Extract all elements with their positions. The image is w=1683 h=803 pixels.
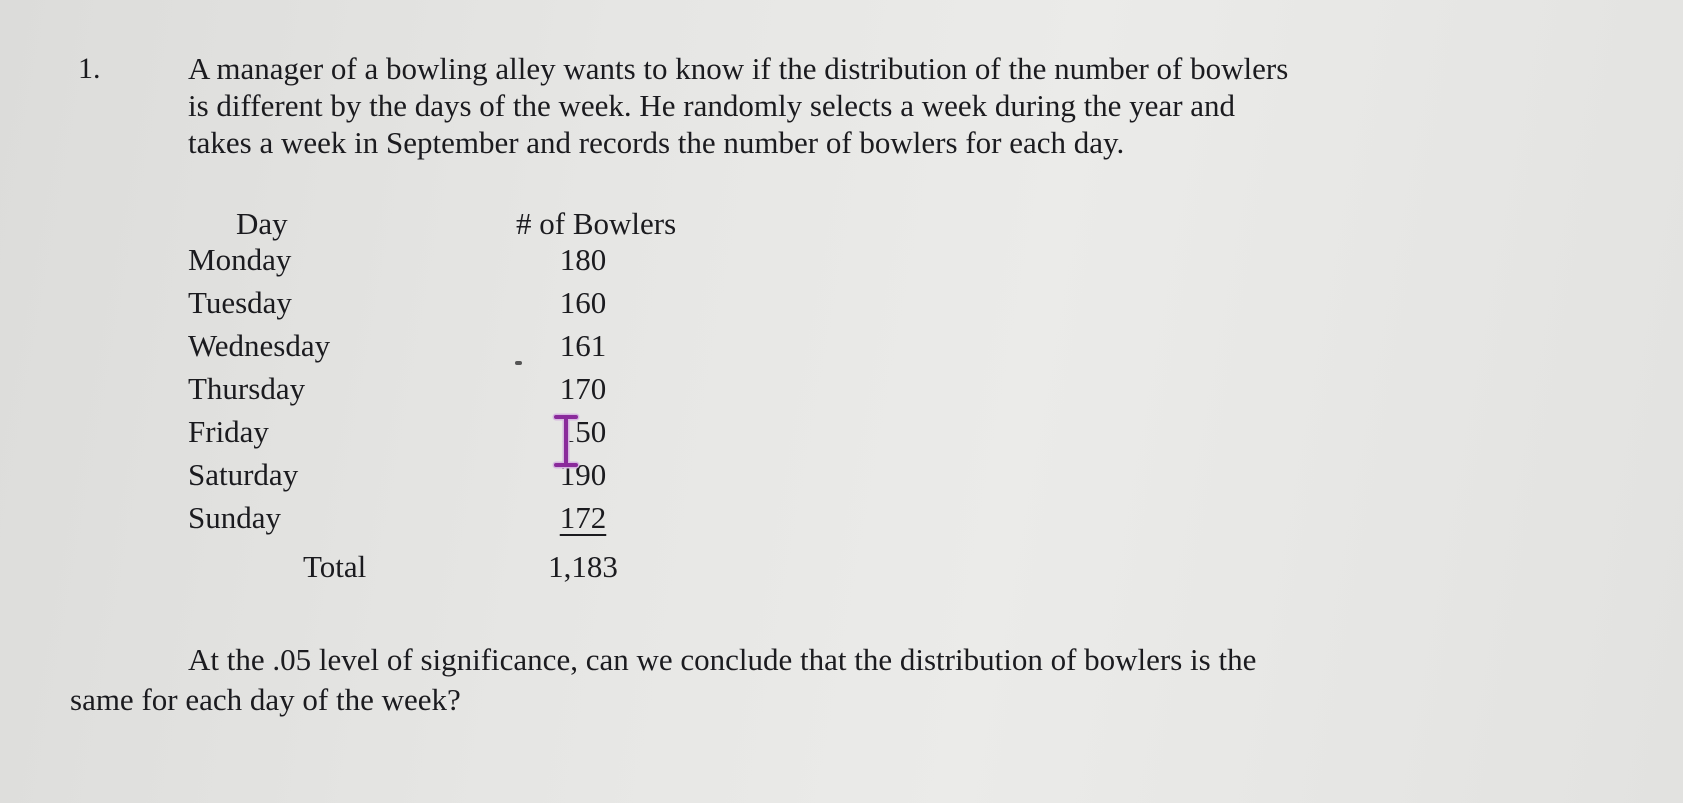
bowlers-cell: 150 [559,414,607,449]
table-row [188,328,748,368]
question-text [70,640,1256,720]
day-cell: Friday [188,414,269,449]
table-row [188,457,748,497]
day-cell: Thursday [188,371,306,406]
table-total-row [188,549,748,589]
bowlers-cell: 170 [559,371,607,406]
bowlers-cell: 172 [559,500,607,535]
table-row [188,414,748,454]
bowlers-cell: 190 [559,457,607,492]
bowlers-column-header: # of Bowlers [516,206,677,241]
day-cell: Tuesday [188,285,292,320]
intro-line: A manager of a bowling alley wants to know if the distribution of the number of bowlers [188,51,1289,86]
day-cell: Wednesday [188,328,331,363]
bowlers-cell: 160 [559,285,607,320]
table-row [188,242,748,282]
total-value: 1,183 [548,549,618,584]
day-cell: Monday [188,242,292,277]
bowlers-cell: 180 [559,242,607,277]
table-row [188,371,748,411]
speck-mark [515,361,522,365]
table-row [188,500,748,540]
total-label: Total [303,549,367,584]
intro-line: is different by the days of the week. He randomly selects a week during the year and [188,88,1236,123]
bowlers-cell: 161 [559,328,607,363]
day-column-header: Day [236,206,288,241]
intro-line: takes a week in September and records the number of bowlers for each day. [188,125,1125,160]
table-header-row [188,206,748,246]
table-row [188,285,748,325]
problem-number: 1. [78,52,101,85]
day-cell: Saturday [188,457,299,492]
problem-intro [188,50,1508,161]
day-cell: Sunday [188,500,281,535]
question-line: At the .05 level of significance, can we conclude that the distribution of bowlers is the [188,642,1257,677]
text-cursor-icon [552,413,580,469]
question-line: same for each day of the week? [70,682,461,717]
